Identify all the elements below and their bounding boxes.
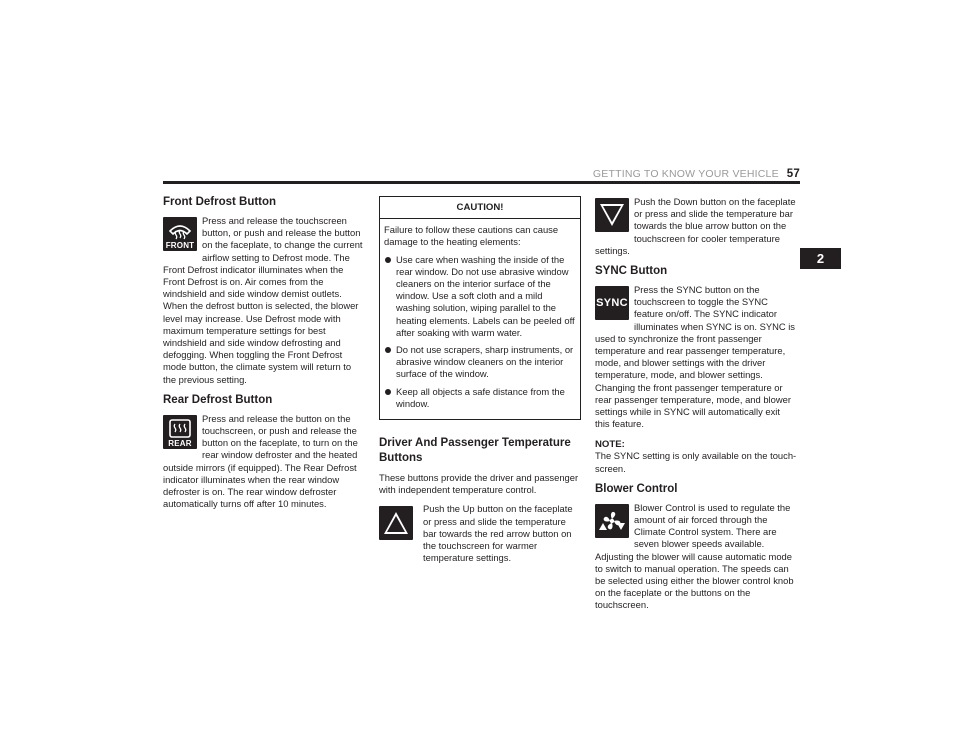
rear-defrost-body: Press and release the button on the touchscreen, or push and release the button on the faceplate, to turn on the rear window defroster and the heated outside mirrors (if equipped). The Rear Defrost indicator illuminates when the rear window defroster is on. The rear window defroster automatically turns off after 10 minutes. (163, 412, 358, 510)
running-head (560, 168, 800, 180)
caution-intro: Failure to follow these cautions can cause damage to the heating elements: (384, 224, 559, 248)
header-rule (163, 181, 800, 184)
blower-heading: Blower Control (595, 482, 678, 495)
temperature-intro: These buttons provide the driver and passenger with independent temperature control. (379, 472, 579, 496)
temperature-up-text: Push the Up button on the faceplate or press and slide the temperature bar towards the red arrow button on the touchscreen for warmer temperature settings. (423, 503, 573, 564)
rear-icon-label: REAR (168, 438, 192, 448)
chapter-tab: 2 (800, 248, 841, 269)
caution-item (384, 254, 576, 339)
front-icon-label: FRONT (165, 241, 195, 250)
front-defrost-heading: Front Defrost Button (163, 196, 277, 208)
caution-item-text: Keep all objects a safe distance from the window. (396, 385, 565, 409)
page-number: 57 (786, 168, 800, 180)
sync-section (595, 284, 797, 437)
temperature-up-arrow-icon (379, 506, 413, 540)
temperature-down-arrow-icon (595, 198, 629, 232)
column-left (163, 195, 365, 517)
note-text: The SYNC setting is only available on the touch-screen. (595, 450, 797, 474)
caution-item-text: Do not use scrapers, sharp instruments, or abrasive window cleaners on the interior surface of the window. (396, 344, 574, 380)
sync-heading: SYNC Button (595, 265, 668, 278)
blower-section (595, 502, 797, 619)
caution-body (380, 219, 580, 419)
temperature-down-text: Push the Down button on the faceplate or press and slide the temperature bar towards the blue arrow button on the touchscreen for cooler temperature settings. (595, 196, 796, 256)
column-middle (379, 196, 581, 571)
rear-defrost-section (163, 413, 365, 518)
temperature-up-section (379, 503, 581, 571)
note-label: NOTE: (595, 439, 625, 451)
sync-body: Press the SYNC button on the touchscreen to toggle the SYNC feature on/off. The SYNC indicator illuminates when SYNC is on. SYNC is used to synchronize the front passenger temperature and rear passenger temperature, mode, and blower settings with the driver temperature, mode, and blower settings. Changing the front passenger temperature or rear passenger temperature, mode, and blower settings while in SYNC will automatically exit this feature. (595, 284, 795, 430)
front-defrost-section (163, 215, 365, 393)
running-head-title: GETTING TO KNOW YOUR VEHICLE (592, 168, 779, 180)
fan-icon (595, 504, 629, 538)
temperature-down-section (595, 196, 797, 264)
bullet-icon (385, 347, 391, 353)
caution-item (384, 344, 576, 381)
caution-box (379, 196, 581, 420)
temperature-heading: Driver And Passenger Temperature Buttons (379, 437, 571, 465)
caution-title: CAUTION! (380, 197, 580, 219)
bullet-icon (385, 389, 391, 395)
column-right (595, 196, 797, 619)
blower-body: Blower Control is used to regulate the amount of air forced through the Climate Control system. There are seven blower speeds available. Adjusting the blower will cause automatic mode to switch to manual operation. The speeds can be selected using either the blower control knob on the faceplate or the buttons on the touchscreen. (595, 501, 794, 611)
sync-icon-label: SYNC (596, 296, 628, 309)
sync-icon (595, 286, 629, 320)
caution-list (384, 254, 576, 410)
front-defrost-icon (163, 217, 197, 251)
rear-defrost-icon (163, 415, 197, 449)
caution-item-text: Use care when washing the inside of the rear window. Do not use abrasive window cleaners on the interior surface of the window. Use a soft cloth and a mild washing solution, wiping parallel to the heating elements. Labels can be peeled off after soaking with warm water. (396, 253, 575, 338)
front-defrost-body: Press and release the touchscreen button, or push and release the button on the faceplate, to change the current airflow setting to Defrost mode. The Front Defrost indicator illuminates when the Front Defrost is on. Air comes from the windshield and side window demist outlets. When the defrost button is selected, the blower level may increase. Use Defrost mode with maximum temperature settings for best windshield and side window defrosting and defogging. When toggling the Front Defrost mode button, the climate system will return to the previous setting. (163, 215, 363, 385)
rear-defrost-heading: Rear Defrost Button (163, 393, 273, 406)
caution-item (384, 386, 576, 410)
bullet-icon (385, 257, 391, 263)
